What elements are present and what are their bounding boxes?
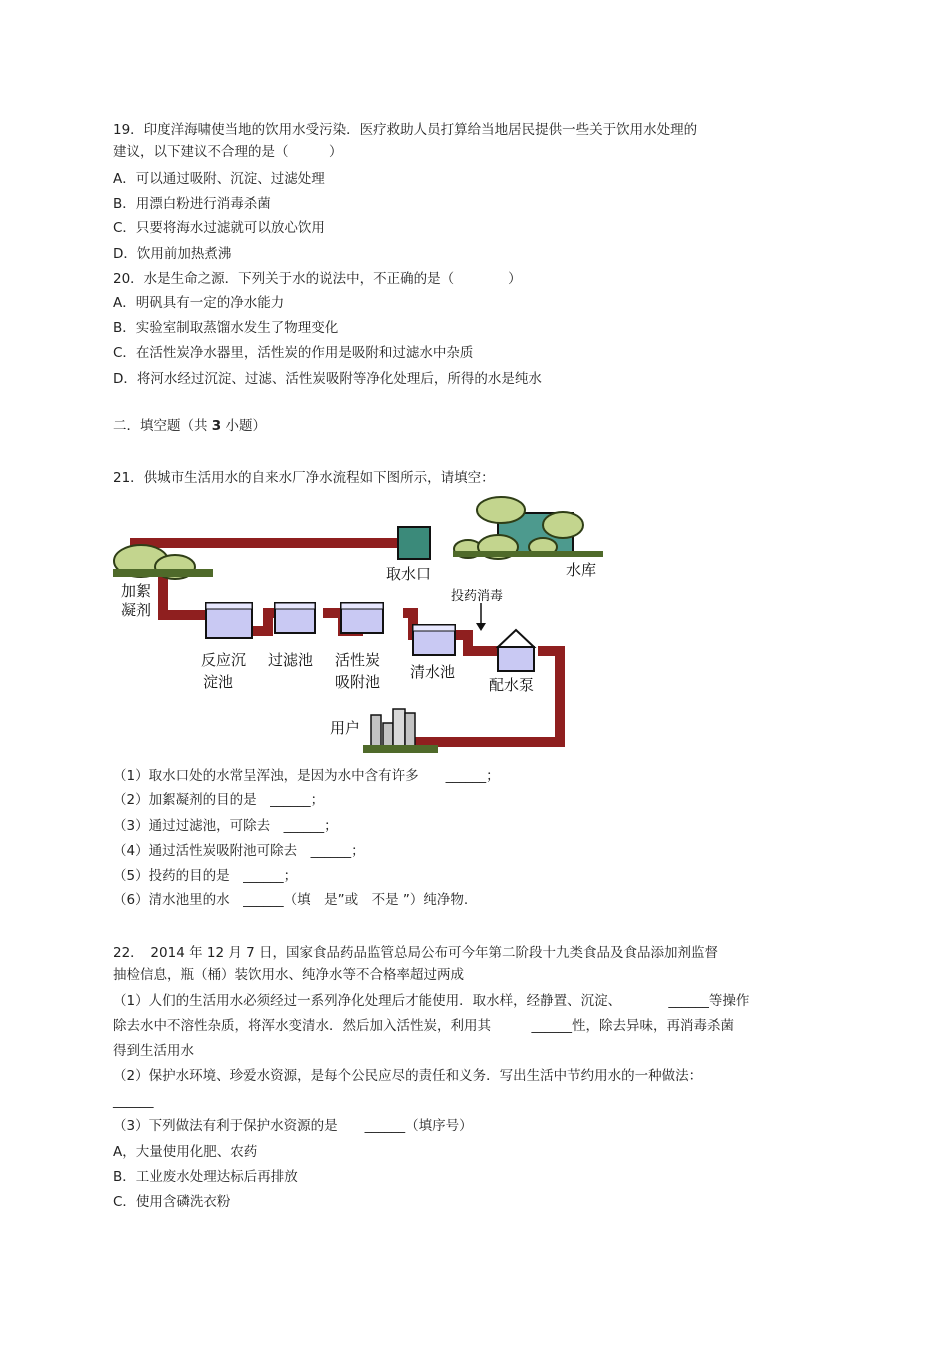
filter-tank-icon (275, 603, 315, 633)
intake-box-icon (398, 527, 430, 559)
reservoir-icon (453, 497, 603, 559)
reaction-tank-icon (206, 603, 252, 638)
pump-house-icon (498, 630, 534, 671)
q21-stem: 21．供城市生活用水的自来水厂净水流程如下图所示，请填空： (113, 470, 495, 486)
q21-item-1: （1）取水口处的水常呈浑浊，是因为水中含有许多 ______； (113, 768, 500, 784)
q19-option-d: D．饮用前加热煮沸 (113, 246, 232, 262)
q22-stem-line2: 抽检信息，瓶（桶）装饮用水、纯净水等不合格率超过两成 (113, 967, 464, 983)
q22-part3: （3）下列做法有利于保护水资源的是 ______（填序号） (113, 1118, 473, 1134)
water-treatment-diagram (113, 495, 608, 757)
q21-item-5: （5）投药的目的是 ______； (113, 868, 298, 884)
label-coagulant-2: 凝剂 (121, 601, 152, 619)
label-reaction-2: 淀池 (203, 673, 234, 691)
label-clear: 清水池 (410, 663, 456, 681)
label-user: 用户 (330, 719, 361, 737)
q22-part1-line3: 得到生活用水 (113, 1043, 194, 1059)
label-carbon-1: 活性炭 (335, 651, 381, 669)
clear-tank-icon (413, 625, 455, 655)
q20-option-c: C．在活性炭净水器里，活性炭的作用是吸附和过滤水中杂质 (113, 345, 474, 361)
user-buildings-icon (363, 709, 438, 753)
section-heading-prefix: 二．填空题（共 (113, 418, 208, 434)
q20-option-d: D．将河水经过沉淀、过滤、活性炭吸附等净化处理后，所得的水是纯水 (113, 371, 542, 387)
section-heading-suffix: 小题） (225, 418, 266, 434)
q21-item-6: （6）清水池里的水 ______（填 是”或 不是 ”）纯净物. (113, 892, 469, 908)
section-heading-count: 3 (211, 418, 222, 434)
label-pump: 配水泵 (489, 676, 535, 694)
q19-stem-line1: 19．印度洋海啸使当地的饮用水受污染．医疗救助人员打算给当地居民提供一些关于饮用水处理的 (113, 122, 698, 138)
label-coagulant-1: 加絮 (121, 582, 152, 600)
q22-part2-blank: ______ (113, 1093, 154, 1109)
label-dosing: 投药消毒 (451, 589, 504, 604)
q19-option-b: B．用漂白粉进行消毒杀菌 (113, 196, 271, 212)
label-filter: 过滤池 (268, 651, 314, 669)
q19-stem-line2: 建议，以下建议不合理的是（ ） (113, 144, 343, 160)
q19-option-c: C．只要将海水过滤就可以放心饮用 (113, 220, 325, 236)
q20-option-b: B．实验室制取蒸馏水发生了物理变化 (113, 320, 339, 336)
hill-left-icon (113, 545, 213, 579)
q22-stem-line1: 22． 2014 年 12 月 7 日，国家食品药品监管总局公布可今年第二阶段十九类食品及食品添加剂监督 (113, 945, 719, 961)
q22-option-b: B．工业废水处理达标后再排放 (113, 1169, 298, 1185)
q22-part1-line2: 除去水中不溶性杂质，将浑水变清水．然后加入活性炭，利用其 ______性，除去异味，再消毒杀菌 (113, 1018, 734, 1034)
q22-part1-line1: （1）人们的生活用水必须经过一系列净化处理后才能使用．取水样，经静置、沉淀、 ______等操作 (113, 993, 750, 1009)
q22-option-a: A，大量使用化肥、农药 (113, 1144, 258, 1160)
carbon-tank-icon (341, 603, 383, 633)
q21-item-4: （4）通过活性炭吸附池可除去 ______； (113, 843, 365, 859)
q21-item-3: （3）通过过滤池，可除去 ______； (113, 818, 338, 834)
q22-part2-line1: （2）保护水环境、珍爱水资源，是每个公民应尽的责任和义务．写出生活中节约用水的一种做法： (113, 1068, 703, 1084)
q21-item-2: （2）加絮凝剂的目的是 ______； (113, 792, 325, 808)
section-heading (113, 417, 266, 435)
q22-option-c: C．使用含磷洗衣粉 (113, 1194, 231, 1210)
q19-option-a: A．可以通过吸附、沉淀、过滤处理 (113, 171, 325, 187)
label-reaction-1: 反应沉 (201, 651, 247, 669)
label-carbon-2: 吸附池 (335, 673, 381, 691)
q20-option-a: A．明矾具有一定的净水能力 (113, 295, 285, 311)
dosing-arrowhead-icon (476, 623, 486, 631)
label-intake: 取水口 (386, 565, 432, 583)
q20-stem: 20．水是生命之源．下列关于水的说法中，不正确的是（ ） (113, 271, 522, 287)
label-reservoir: 水库 (566, 561, 597, 579)
